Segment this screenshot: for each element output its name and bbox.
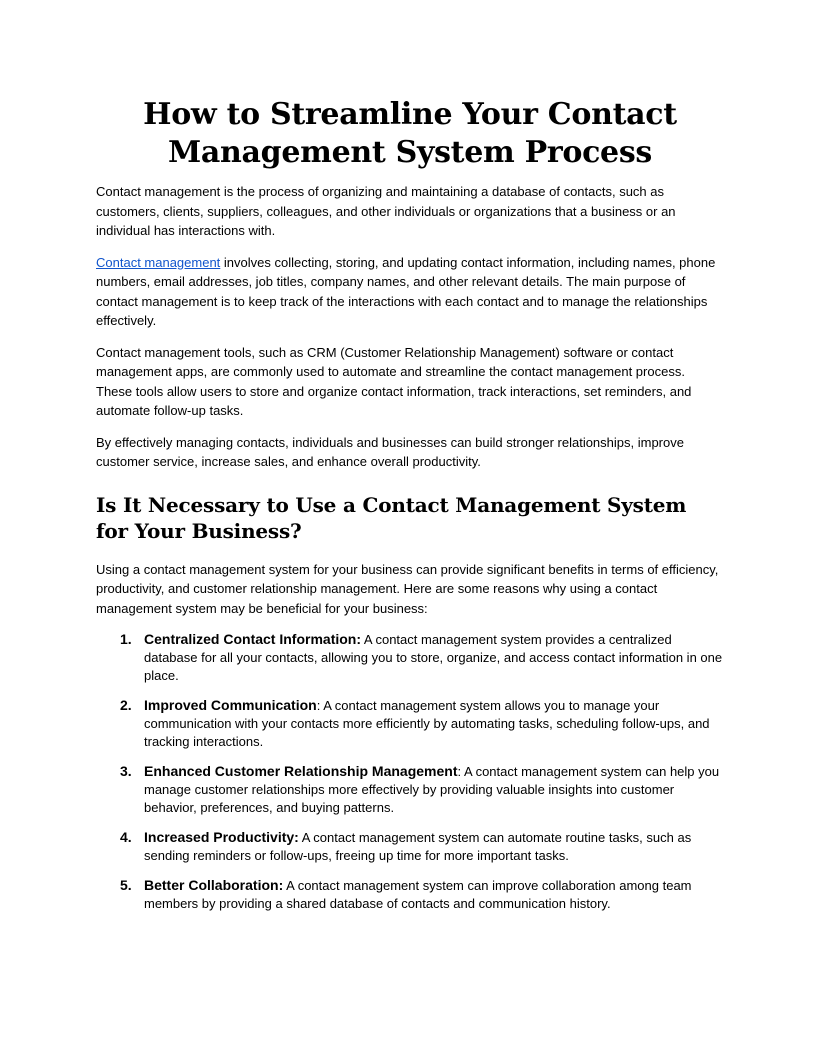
list-number: 2. bbox=[120, 697, 132, 713]
list-number: 4. bbox=[120, 829, 132, 845]
list-term: Improved Communication bbox=[144, 697, 317, 713]
list-number: 1. bbox=[120, 631, 132, 647]
list-text: : A contact management system can help you manage customer relationships more effectively by providing valuable insights into customer behavior, preferences, and buying patterns. bbox=[144, 764, 720, 815]
list-text: A contact management system can automate routine tasks, such as sending reminders or follow-ups, freeing up time for more important tasks. bbox=[144, 830, 692, 863]
section-heading: Is It Necessary to Use a Contact Management System for Your Business? bbox=[96, 492, 687, 543]
list-text: A contact management system provides a centralized database for all your contacts, allowing you to store, organize, and access contact information in one place. bbox=[144, 632, 723, 683]
list-number: 3. bbox=[120, 763, 132, 779]
document-page bbox=[96, 96, 724, 924]
list-item bbox=[96, 762, 724, 817]
tools-paragraph: Contact management tools, such as CRM (Customer Relationship Management) software or contact management apps, are commonly used to automate and streamline the contact management process. These tools allow users to store and organize contact information, track interactions, set reminders, and automate follow-up tasks. bbox=[96, 344, 692, 418]
benefits-list bbox=[96, 630, 724, 913]
section-intro: Using a contact management system for your business can provide significant benefits in terms of efficiency, productivity, and customer relationship management. Here are some reasons why using a contact management system may be beneficial for your business: bbox=[96, 561, 719, 616]
list-text: A contact management system can improve collaboration among team members by providing a shared database of contacts and communication history. bbox=[144, 878, 692, 911]
list-item bbox=[96, 696, 724, 751]
list-term: Centralized Contact Information: bbox=[144, 631, 362, 647]
list-text: : A contact management system allows you to manage your communication with your contacts more efficiently by automating tasks, scheduling follow-ups, and tracking interactions. bbox=[144, 698, 710, 749]
list-term: Enhanced Customer Relationship Management bbox=[144, 763, 458, 779]
contact-management-link[interactable]: Contact management bbox=[96, 254, 221, 270]
list-term: Increased Productivity: bbox=[144, 829, 299, 845]
page-title: How to Streamline Your Contact Management System Process bbox=[143, 97, 677, 170]
link-paragraph-text: involves collecting, storing, and updating contact information, including names, phone numbers, email addresses, job titles, company names, and other relevant details. The main purpose of contact management is to keep track of the interactions with each contact and to manage the relationships effectively. bbox=[96, 254, 716, 328]
list-number: 5. bbox=[120, 877, 132, 893]
list-item bbox=[96, 876, 724, 913]
link-paragraph bbox=[96, 253, 724, 331]
list-term: Better Collaboration: bbox=[144, 877, 284, 893]
list-item bbox=[96, 630, 724, 685]
intro-paragraph: Contact management is the process of organizing and maintaining a database of contacts, such as customers, clients, suppliers, colleagues, and other individuals or organizations that a business or an individual has interactions with. bbox=[96, 184, 676, 238]
list-item bbox=[96, 828, 724, 865]
benefits-paragraph: By effectively managing contacts, individuals and businesses can build stronger relationships, improve customer service, increase sales, and enhance overall productivity. bbox=[96, 434, 684, 469]
